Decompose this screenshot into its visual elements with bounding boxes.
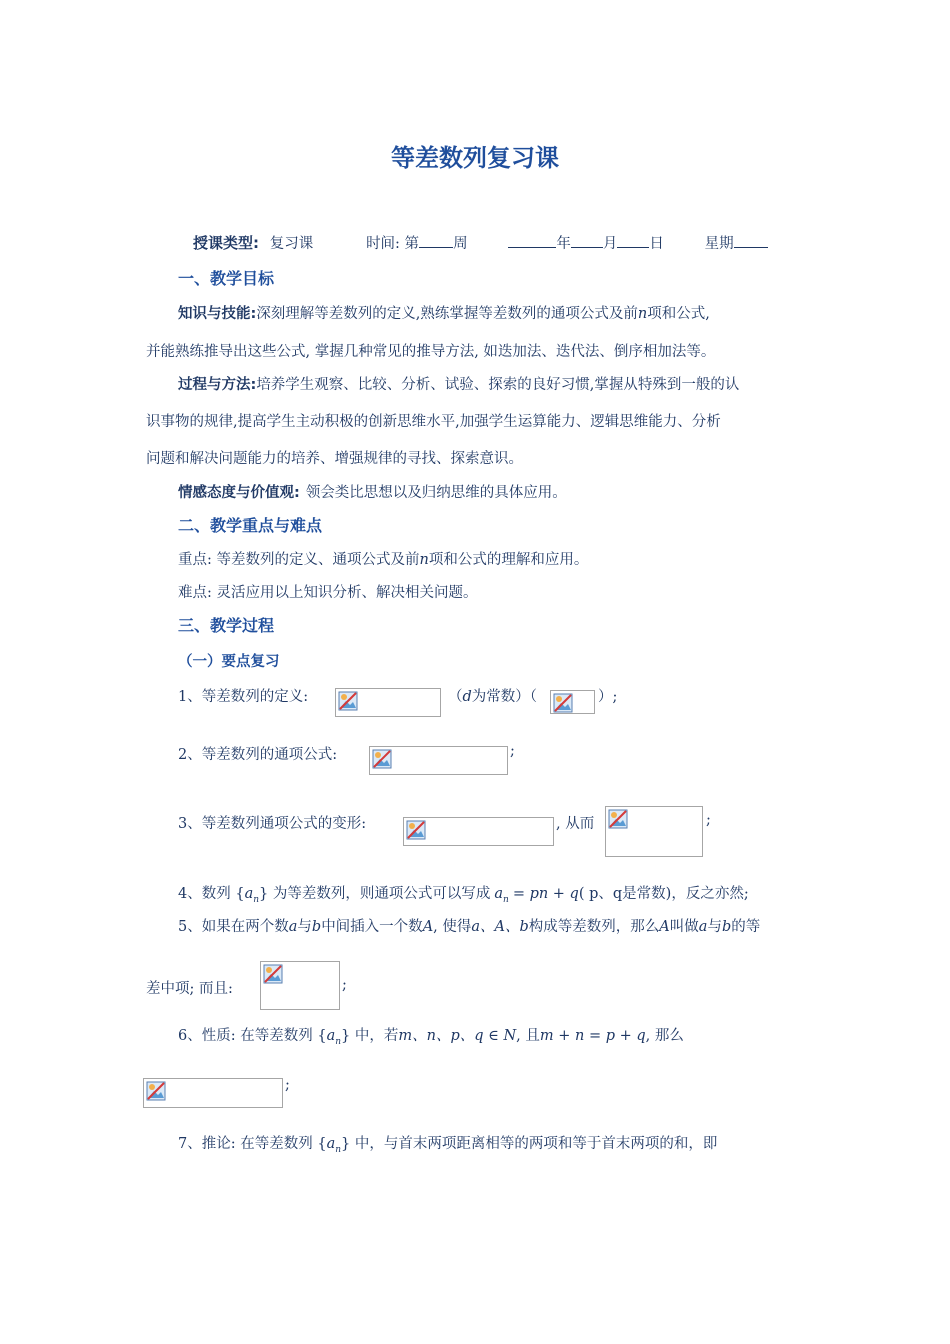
section-goals: 一、教学目标 bbox=[178, 269, 275, 288]
weekday-label: 星期 bbox=[704, 236, 734, 252]
day-blank bbox=[617, 234, 649, 248]
goal-process-line3: 问题和解决问题能力的培养、增强规律的寻找、探索意识。 bbox=[146, 451, 523, 467]
year-label: 年 bbox=[556, 236, 571, 252]
item-6: 6、性质: 在等差数列 $\{a_n\}$ 中，若m、n、p、q ∈ N, 且m + n = p + q, 那么 bbox=[178, 1028, 684, 1047]
difficult-point: 难点: 灵活应用以上知识分析、解决相关问题。 bbox=[178, 585, 478, 601]
year-blank bbox=[508, 234, 556, 248]
week-blank bbox=[419, 234, 453, 248]
subsection-review: （一）要点复习 bbox=[178, 654, 280, 670]
item-2-end: ; bbox=[510, 743, 515, 759]
item-7: 7、推论: 在等差数列 $\{a_n\}$ 中，与首末两项距离相等的两项和等于首末两项的和，即 bbox=[178, 1136, 718, 1155]
key-point: 重点: 等差数列的定义、通项公式及前n项和公式的理解和应用。 bbox=[178, 552, 589, 568]
formula-image-placeholder bbox=[550, 690, 595, 714]
goal-knowledge-line2: 并能熟练推导出这些公式, 掌握几种常见的推导方法, 如迭加法、迭代法、倒序相加法等。 bbox=[146, 344, 716, 360]
broken-image-icon bbox=[608, 809, 628, 829]
day-label: 日 bbox=[649, 236, 664, 252]
broken-image-icon bbox=[263, 964, 283, 984]
month-blank bbox=[571, 234, 603, 248]
item-1-end: ）; bbox=[598, 689, 618, 705]
broken-image-icon bbox=[146, 1081, 166, 1101]
item-6-end: ; bbox=[285, 1077, 290, 1093]
item-1-label: 1、等差数列的定义: bbox=[178, 689, 309, 705]
formula-image-placeholder bbox=[143, 1078, 283, 1108]
type-value: 复习课 bbox=[269, 236, 314, 252]
broken-image-icon bbox=[338, 691, 358, 711]
item-2-label: 2、等差数列的通项公式: bbox=[178, 747, 338, 763]
broken-image-icon bbox=[372, 749, 392, 769]
item-3-end: ; bbox=[706, 812, 711, 828]
item-1-d-note: （d为常数）（ bbox=[448, 689, 538, 705]
section-key-points: 二、教学重点与难点 bbox=[178, 516, 323, 535]
formula-image-placeholder bbox=[369, 746, 508, 775]
item-4: 4、数列 $\{a_n\}$ 为等差数列，则通项公式可以写成 $a_n$ = pn + q( p、q是常数)，反之亦然; bbox=[178, 886, 749, 905]
item-3-thus: , 从而 bbox=[556, 816, 595, 832]
section-process: 三、教学过程 bbox=[178, 616, 275, 635]
month-label: 月 bbox=[602, 236, 618, 252]
time-label: 时间: 第 bbox=[366, 236, 420, 252]
broken-image-icon bbox=[553, 693, 573, 713]
goal-process-line2: 识事物的规律,提高学生主动积极的创新思维水平,加强学生运算能力、逻辑思维能力、分析 bbox=[146, 414, 721, 430]
formula-image-placeholder bbox=[335, 688, 441, 717]
formula-image-placeholder bbox=[605, 806, 703, 857]
item-5-line2: 差中项; 而且: bbox=[146, 981, 233, 997]
lesson-header bbox=[193, 232, 768, 253]
goal-knowledge: 知识与技能:深刻理解等差数列的定义,熟练掌握等差数列的通项公式及前n项和公式, bbox=[178, 306, 710, 322]
item-3-label: 3、等差数列通项公式的变形: bbox=[178, 816, 367, 832]
page-title: 等差数列复习课 bbox=[391, 144, 559, 172]
goal-process: 过程与方法:培养学生观察、比较、分析、试验、探索的良好习惯,掌握从特殊到一般的认 bbox=[178, 377, 740, 393]
type-label: 授课类型: bbox=[193, 234, 259, 252]
weekday-blank bbox=[734, 234, 768, 248]
item-5: 5、如果在两个数a与b中间插入一个数A, 使得a、A、b构成等差数列，那么A叫做a与b的等 bbox=[178, 919, 761, 935]
formula-image-placeholder bbox=[403, 817, 554, 846]
week-label: 周 bbox=[453, 236, 468, 252]
goal-emotion: 情感态度与价值观: 领会类比思想以及归纳思维的具体应用。 bbox=[178, 485, 567, 501]
item-5-end: ; bbox=[342, 977, 347, 993]
broken-image-icon bbox=[406, 820, 426, 840]
formula-image-placeholder bbox=[260, 961, 340, 1010]
